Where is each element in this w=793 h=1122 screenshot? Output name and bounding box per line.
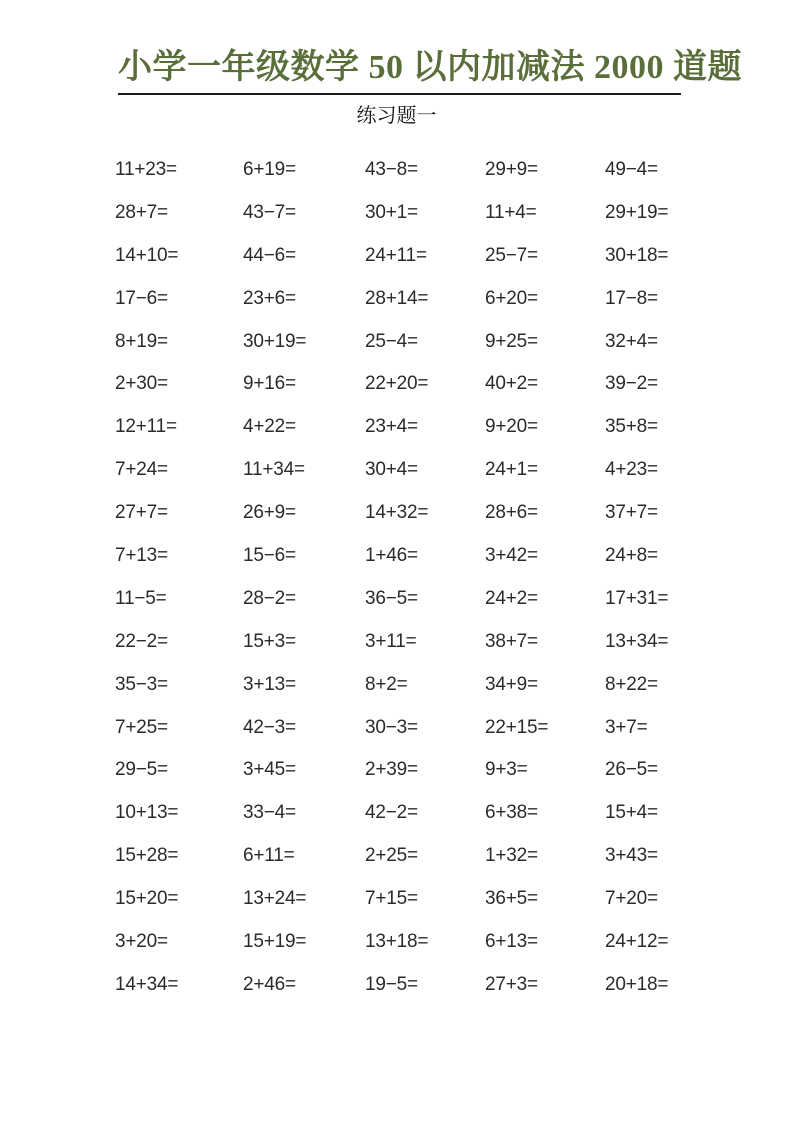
problem-cell: 20+18=: [605, 973, 669, 995]
problem-cell: 2+46=: [243, 973, 296, 995]
problem-cell: 14+10=: [115, 244, 179, 266]
problem-cell: 30+19=: [243, 330, 307, 352]
problem-cell: 11−5=: [115, 587, 167, 609]
problem-cell: 14+34=: [115, 973, 179, 995]
problem-cell: 3+11=: [365, 630, 417, 652]
problem-cell: 24+12=: [605, 931, 669, 953]
problem-cell: 39−2=: [605, 373, 658, 395]
problem-cell: 6+11=: [243, 845, 295, 867]
problem-cell: 3+20=: [115, 931, 168, 953]
problem-cell: 2+30=: [115, 373, 168, 395]
problem-cell: 38+7=: [485, 630, 538, 652]
problem-cell: 3+13=: [243, 673, 296, 695]
problem-cell: 10+13=: [115, 802, 179, 824]
problems-grid: [115, 149, 730, 1007]
problem-cell: 17−6=: [115, 287, 168, 309]
problem-cell: 11+4=: [485, 201, 537, 223]
problem-cell: 26−5=: [605, 759, 658, 781]
problem-cell: 1+32=: [485, 845, 538, 867]
problem-cell: 29+9=: [485, 159, 538, 180]
problem-cell: 12+11=: [115, 416, 177, 438]
problem-cell: 7+24=: [115, 459, 168, 481]
problem-cell: 25−4=: [365, 330, 418, 352]
problem-cell: 24+11=: [365, 244, 427, 266]
problem-cell: 15+3=: [243, 630, 296, 652]
problem-cell: 24+2=: [485, 587, 538, 609]
problem-cell: 28+7=: [115, 201, 168, 223]
problem-cell: 23+6=: [243, 287, 296, 309]
problem-cell: 15+4=: [605, 802, 658, 824]
problem-cell: 40+2=: [485, 373, 538, 395]
problem-cell: 17−8=: [605, 287, 658, 309]
problem-cell: 29+19=: [605, 201, 669, 223]
problem-cell: 15+20=: [115, 888, 179, 910]
problem-cell: 28−2=: [243, 587, 296, 609]
problem-cell: 37+7=: [605, 502, 658, 524]
page-title: 小学一年级数学 50 以内加减法 2000 道题: [118, 49, 742, 86]
worksheet-subtitle: 练习题一: [356, 105, 437, 127]
problem-cell: 4+22=: [243, 416, 296, 438]
problem-cell: 24+1=: [485, 459, 538, 481]
problem-cell: 3+43=: [605, 845, 658, 867]
problem-cell: 15−6=: [243, 545, 296, 567]
problem-cell: 22+20=: [365, 373, 429, 395]
problem-cell: 28+14=: [365, 287, 429, 309]
problem-cell: 7+20=: [605, 888, 658, 910]
problem-cell: 19−5=: [365, 973, 418, 995]
problem-cell: 6+19=: [243, 159, 296, 180]
title-section: [118, 46, 742, 95]
problem-cell: 11+23=: [115, 159, 177, 180]
problem-cell: 9+3=: [485, 759, 528, 781]
problem-cell: 42−3=: [243, 716, 296, 738]
problem-cell: 14+32=: [365, 502, 429, 524]
problem-cell: 2+25=: [365, 845, 418, 867]
problem-cell: 17+31=: [605, 587, 669, 609]
problem-cell: 34+9=: [485, 673, 538, 695]
problem-cell: 29−5=: [115, 759, 168, 781]
problem-cell: 36+5=: [485, 888, 538, 910]
problem-cell: 8+2=: [365, 673, 408, 695]
problem-cell: 7+25=: [115, 716, 168, 738]
problem-cell: 9+20=: [485, 416, 538, 438]
problem-cell: 30−3=: [365, 716, 418, 738]
problem-cell: 42−2=: [365, 802, 418, 824]
problem-cell: 30+1=: [365, 201, 418, 223]
problem-cell: 15+19=: [243, 931, 307, 953]
problem-cell: 36−5=: [365, 587, 418, 609]
problem-cell: 13+34=: [605, 630, 669, 652]
problem-cell: 28+6=: [485, 502, 538, 524]
problem-cell: 4+23=: [605, 459, 658, 481]
problem-cell: 33−4=: [243, 802, 296, 824]
problem-cell: 8+19=: [115, 330, 168, 352]
problem-cell: 3+7=: [605, 716, 648, 738]
problem-cell: 24+8=: [605, 545, 658, 567]
problem-cell: 30+18=: [605, 244, 669, 266]
problem-cell: 43−8=: [365, 159, 418, 180]
problem-cell: 13+24=: [243, 888, 307, 910]
problem-cell: 6+13=: [485, 931, 538, 953]
problem-cell: 1+46=: [365, 545, 418, 567]
problem-cell: 23+4=: [365, 416, 418, 438]
problem-cell: 35−3=: [115, 673, 168, 695]
problem-cell: 2+39=: [365, 759, 418, 781]
problem-cell: 8+22=: [605, 673, 658, 695]
problem-cell: 9+25=: [485, 330, 538, 352]
problem-cell: 26+9=: [243, 502, 296, 524]
problem-cell: 15+28=: [115, 845, 179, 867]
problem-cell: 27+3=: [485, 973, 538, 995]
problem-cell: 3+42=: [485, 545, 538, 567]
problem-cell: 13+18=: [365, 931, 429, 953]
problem-cell: 49−4=: [605, 159, 658, 180]
problem-cell: 27+7=: [115, 502, 168, 524]
problem-cell: 3+45=: [243, 759, 296, 781]
problem-cell: 6+20=: [485, 287, 538, 309]
problem-cell: 22+15=: [485, 716, 549, 738]
problem-cell: 44−6=: [243, 244, 296, 266]
problem-cell: 11+34=: [243, 459, 305, 481]
problem-cell: 32+4=: [605, 330, 658, 352]
problem-cell: 43−7=: [243, 201, 296, 223]
problem-cell: 30+4=: [365, 459, 418, 481]
problem-cell: 7+13=: [115, 545, 168, 567]
problem-cell: 9+16=: [243, 373, 296, 395]
problem-cell: 6+38=: [485, 802, 538, 824]
problem-cell: 25−7=: [485, 244, 538, 266]
problem-cell: 7+15=: [365, 888, 418, 910]
problem-cell: 35+8=: [605, 416, 658, 438]
problem-cell: 22−2=: [115, 630, 168, 652]
